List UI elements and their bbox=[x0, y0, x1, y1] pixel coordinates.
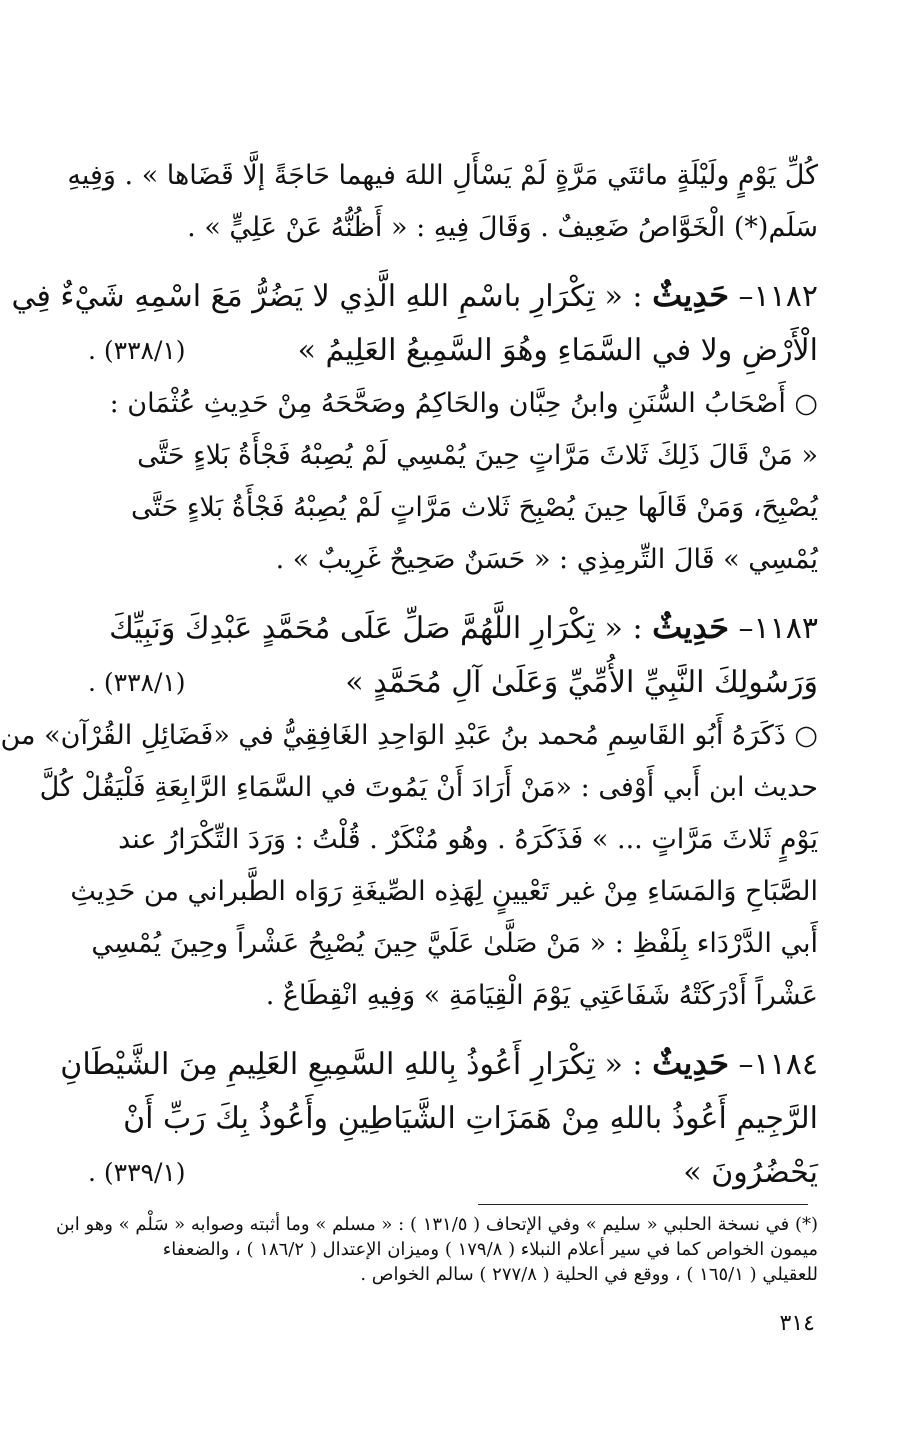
hadith-label: حَدِيثٌ bbox=[652, 1044, 729, 1082]
commentary-line: يُمْسِي » قَالَ التِّرمِذِي : « حَسَنٌ صَحِيحٌ غَرِيبٌ » . bbox=[275, 544, 818, 575]
hadith-commentary bbox=[88, 378, 818, 586]
commentary-line: ○ أَصْحَابُ السُّنَنِ وابنُ حِبَّان والحَاكِمُ وصَحَّحَهُ مِنْ حَدِيثِ عُثْمَان : bbox=[109, 388, 818, 419]
footnote bbox=[56, 1212, 818, 1287]
commentary-line: الصَّبَاحِ وَالمَسَاءِ مِنْ غير تَعْيينٍ لِهَذِه الصِّيغَةِ رَوَاه الطَّبراني من حَدِيثِ bbox=[70, 876, 818, 907]
commentary-line: يَوْمٍ ثَلاثَ مَرَّاتٍ ... » فَذَكَرَهُ . وهُو مُنْكَرٌ . قُلْتُ : وَرَدَ التِّكْرَارُ عند bbox=[118, 824, 818, 855]
hadith-text-continued bbox=[88, 1146, 818, 1200]
page-number: ٣١٤ bbox=[779, 1311, 815, 1336]
hadith-number: ١١٨٤– bbox=[738, 1047, 818, 1082]
hadith-text: يَحْضُرُونَ » bbox=[683, 1155, 818, 1190]
hadith-1182 bbox=[11, 268, 818, 586]
commentary-line: « مَنْ قَالَ ذَلِكَ ثَلاثَ مَرَّاتٍ حِينَ يُمْسِي لَمْ يُصِبْهُ فَجْأَةُ بَلاءٍ حَتَّى bbox=[137, 440, 818, 471]
hadith-number: ١١٨٢– bbox=[738, 279, 818, 314]
page-body bbox=[0, 150, 818, 1200]
hadith-heading bbox=[88, 600, 818, 656]
footnote-line: (*) في نسخة الحلبي « سليم » وفي الإتحاف ( ١٣١/٥ ) : « مسلم » وما أثبته وصوابه « سَلْم » وهو ابن bbox=[56, 1214, 818, 1235]
hadith-text-continued bbox=[88, 656, 818, 710]
hadith-text: : « تِكْرَارِ أَعُوذُ بِاللهِ السَّمِيعِ العَلِيمِ مِنَ الشَّيْطَانِ bbox=[60, 1047, 643, 1082]
commentary-line: حديث ابن أَبي أَوْفى : «مَنْ أَرَادَ أَنْ يَمُوتَ في السَّمَاءِ الرَّابِعَةِ فَلْيَقُلْ كُلَّ bbox=[39, 772, 818, 803]
hadith-text: وَرَسُولِكَ النَّبِيِّ الأُمِّيِّ وَعَلَىٰ آلِ مُحَمَّدٍ » bbox=[345, 665, 818, 700]
hadith-heading bbox=[60, 1036, 818, 1092]
commentary-line: عَشْراً أَدْرَكَتْهُ شَفَاعَتِي يَوْمَ الْقِيَامَةِ » وَفِيهِ انْقِطَاعٌ . bbox=[265, 980, 818, 1011]
hadith-text: : « تِكْرَارِ اللَّهُمَّ صَلِّ عَلَى مُحَمَّدٍ عَبْدِكَ وَنَبِيِّكَ bbox=[109, 611, 643, 646]
intro-paragraph bbox=[67, 150, 818, 254]
footnote-divider bbox=[478, 1204, 808, 1205]
hadith-text: : « تِكْرَارِ باسْمِ اللهِ الَّذِي لا يَضُرُّ مَعَ اسْمِهِ شَيْءٌ فِي bbox=[11, 279, 643, 314]
hadith-label: حَدِيثٌ bbox=[652, 608, 729, 646]
commentary-line: ○ ذَكَرَهُ أَبُو القَاسِمِ مُحمد بنُ عَبْدِ الوَاحِدِ الغَافِقِيُّ في «فَضَائِلِ القُرْآن» من bbox=[0, 720, 818, 751]
footnote-line: للعقيلي ( ١٦٥/١ ) ، ووقع في الحلية ( ٢٧٧/٨ ) سالم الخواص . bbox=[360, 1264, 818, 1285]
hadith-label: حَدِيثٌ bbox=[652, 276, 729, 314]
hadith-1183 bbox=[0, 600, 818, 1022]
text-line: كُلِّ يَوْمٍ ولَيْلَةٍ مائتَي مَرَّةٍ لَمْ يَسْأَلِ اللهَ فيهما حَاجَةً إلَّا قَضَاها » . وَفِيهِ bbox=[67, 160, 818, 191]
hadith-heading bbox=[11, 268, 818, 324]
hadith-commentary bbox=[0, 710, 818, 1022]
hadith-text-continued: الرَّجِيمِ أَعُوذُ باللهِ مِنْ هَمَزَاتِ الشَّيَاطِينِ وأَعُوذُ بِكَ رَبِّ أَنْ bbox=[123, 1101, 818, 1136]
hadith-text: الْأَرْضِ ولا في السَّمَاءِ وهُوَ السَّمِيعُ العَلِيمُ » bbox=[297, 333, 818, 368]
hadith-number: ١١٨٣– bbox=[738, 611, 818, 646]
hadith-reference: (٣٣٩/١) . bbox=[88, 1158, 186, 1187]
hadith-reference: (٣٣٨/١) . bbox=[88, 668, 186, 697]
footnote-line: ميمون الخواص كما في سير أعلام النبلاء ( ١٧٩/٨ ) وميزان الإعتدال ( ١٨٦/٢ ) ، والضعفاء bbox=[162, 1239, 818, 1260]
commentary-line: يُصْبِحَ، وَمَنْ قَالَها حِينَ يُصْبِحَ ثَلاث مَرَّاتٍ لَمْ يُصِبْهُ فَجْأَةُ بَلاءٍ حَتَّى bbox=[130, 492, 818, 523]
commentary-line: أَبي الدَّرْدَاء بِلَفْظِ : « مَنْ صَلَّىٰ عَلَيَّ حِينَ يُصْبِحُ عَشْراً وحِينَ يُمْسِي bbox=[91, 928, 818, 959]
text-line: سَلَم(*) الْخَوَّاصُ ضَعِيفٌ . وَقَالَ فِيهِ : « أَظُنُّهُ عَنْ عَلِيٍّ » . bbox=[187, 212, 818, 243]
hadith-reference: (٣٣٨/١) . bbox=[88, 336, 186, 365]
hadith-1184 bbox=[60, 1036, 818, 1200]
hadith-text-continued bbox=[88, 324, 818, 378]
